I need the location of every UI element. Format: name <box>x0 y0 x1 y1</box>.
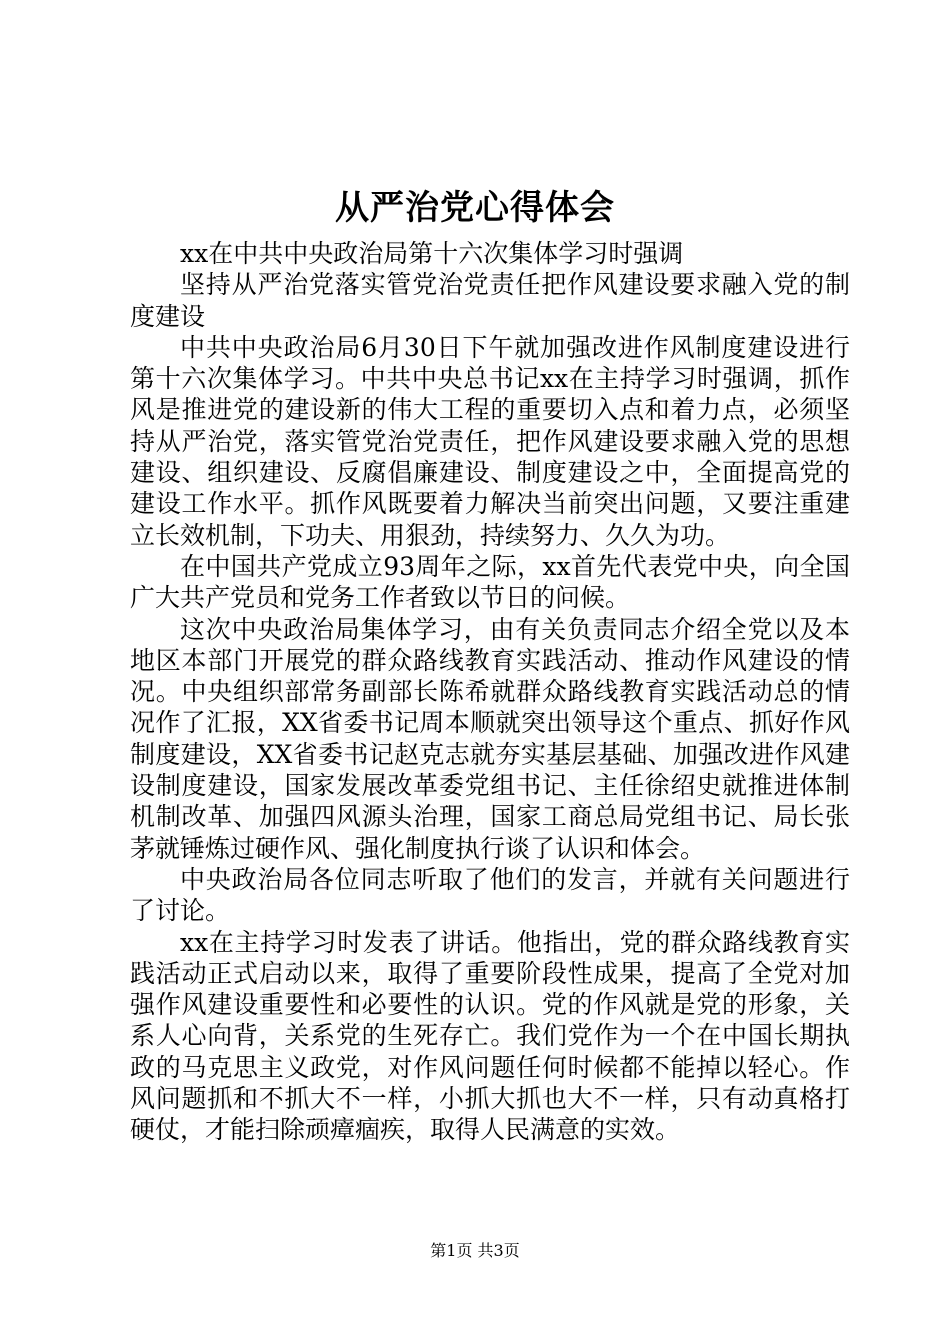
paragraph: 在中国共产党成立93周年之际，xx首先代表党中央，向全国广大共产党员和党务工作者致以节日的问候。 <box>130 551 850 613</box>
paragraph: xx在主持学习时发表了讲话。他指出，党的群众路线教育实践活动正式启动以来，取得了重要阶段性成果，提高了全党对加强作风建设重要性和必要性的认识。党的作风就是党的形象，关系人心向背，关系党的生死存亡。我们党作为一个在中国长期执政的马克思主义政党，对作风问题任何时候都不能掉以轻心。作风问题抓和不抓大不一样，小抓大抓也大不一样，只有动真格打硬仗，才能扫除顽瘴痼疾，取得人民满意的实效。 <box>130 927 850 1145</box>
paragraph: 这次中央政治局集体学习，由有关负责同志介绍全党以及本地区本部门开展党的群众路线教育实践活动、推动作风建设的情况。中央组织部常务副部长陈希就群众路线教育实践活动总的情况作了汇报，XX省委书记周本顺就突出领导这个重点、抓好作风制度建设，XX省委书记赵克志就夯实基层基础、加强改进作风建设制度建设，国家发展改革委党组书记、主任徐绍史就推进体制机制改革、加强四风源头治理，国家工商总局党组书记、局长张茅就锤炼过硬作风、强化制度执行谈了认识和体会。 <box>130 614 850 863</box>
paragraph: xx在中共中央政治局第十六次集体学习时强调 <box>180 239 684 268</box>
page-number-footer: 第1页 共3页 <box>430 1241 520 1260</box>
paragraph: 中共中央政治局6月30日下午就加强改进作风制度建设进行第十六次集体学习。中共中央总书记xx在主持学习时强调，抓作风是推进党的建设新的伟大工程的重要切入点和着力点，必须坚持从严治党，落实管党治党责任，把作风建设要求融入党的思想建设、组织建设、反腐倡廉建设、制度建设之中，全面提高党的建设工作水平。抓作风既要着力解决当前突出问题，又要注重建立长效机制，下功夫、用狠劲，持续努力、久久为功。 <box>130 332 850 550</box>
paragraph: 中央政治局各位同志听取了他们的发言，并就有关问题进行了讨论。 <box>130 864 850 926</box>
paragraph: 坚持从严治党落实管党治党责任把作风建设要求融入党的制度建设 <box>130 270 850 331</box>
document-body <box>130 238 850 1146</box>
document-title: 从严治党心得体会 <box>335 188 615 228</box>
